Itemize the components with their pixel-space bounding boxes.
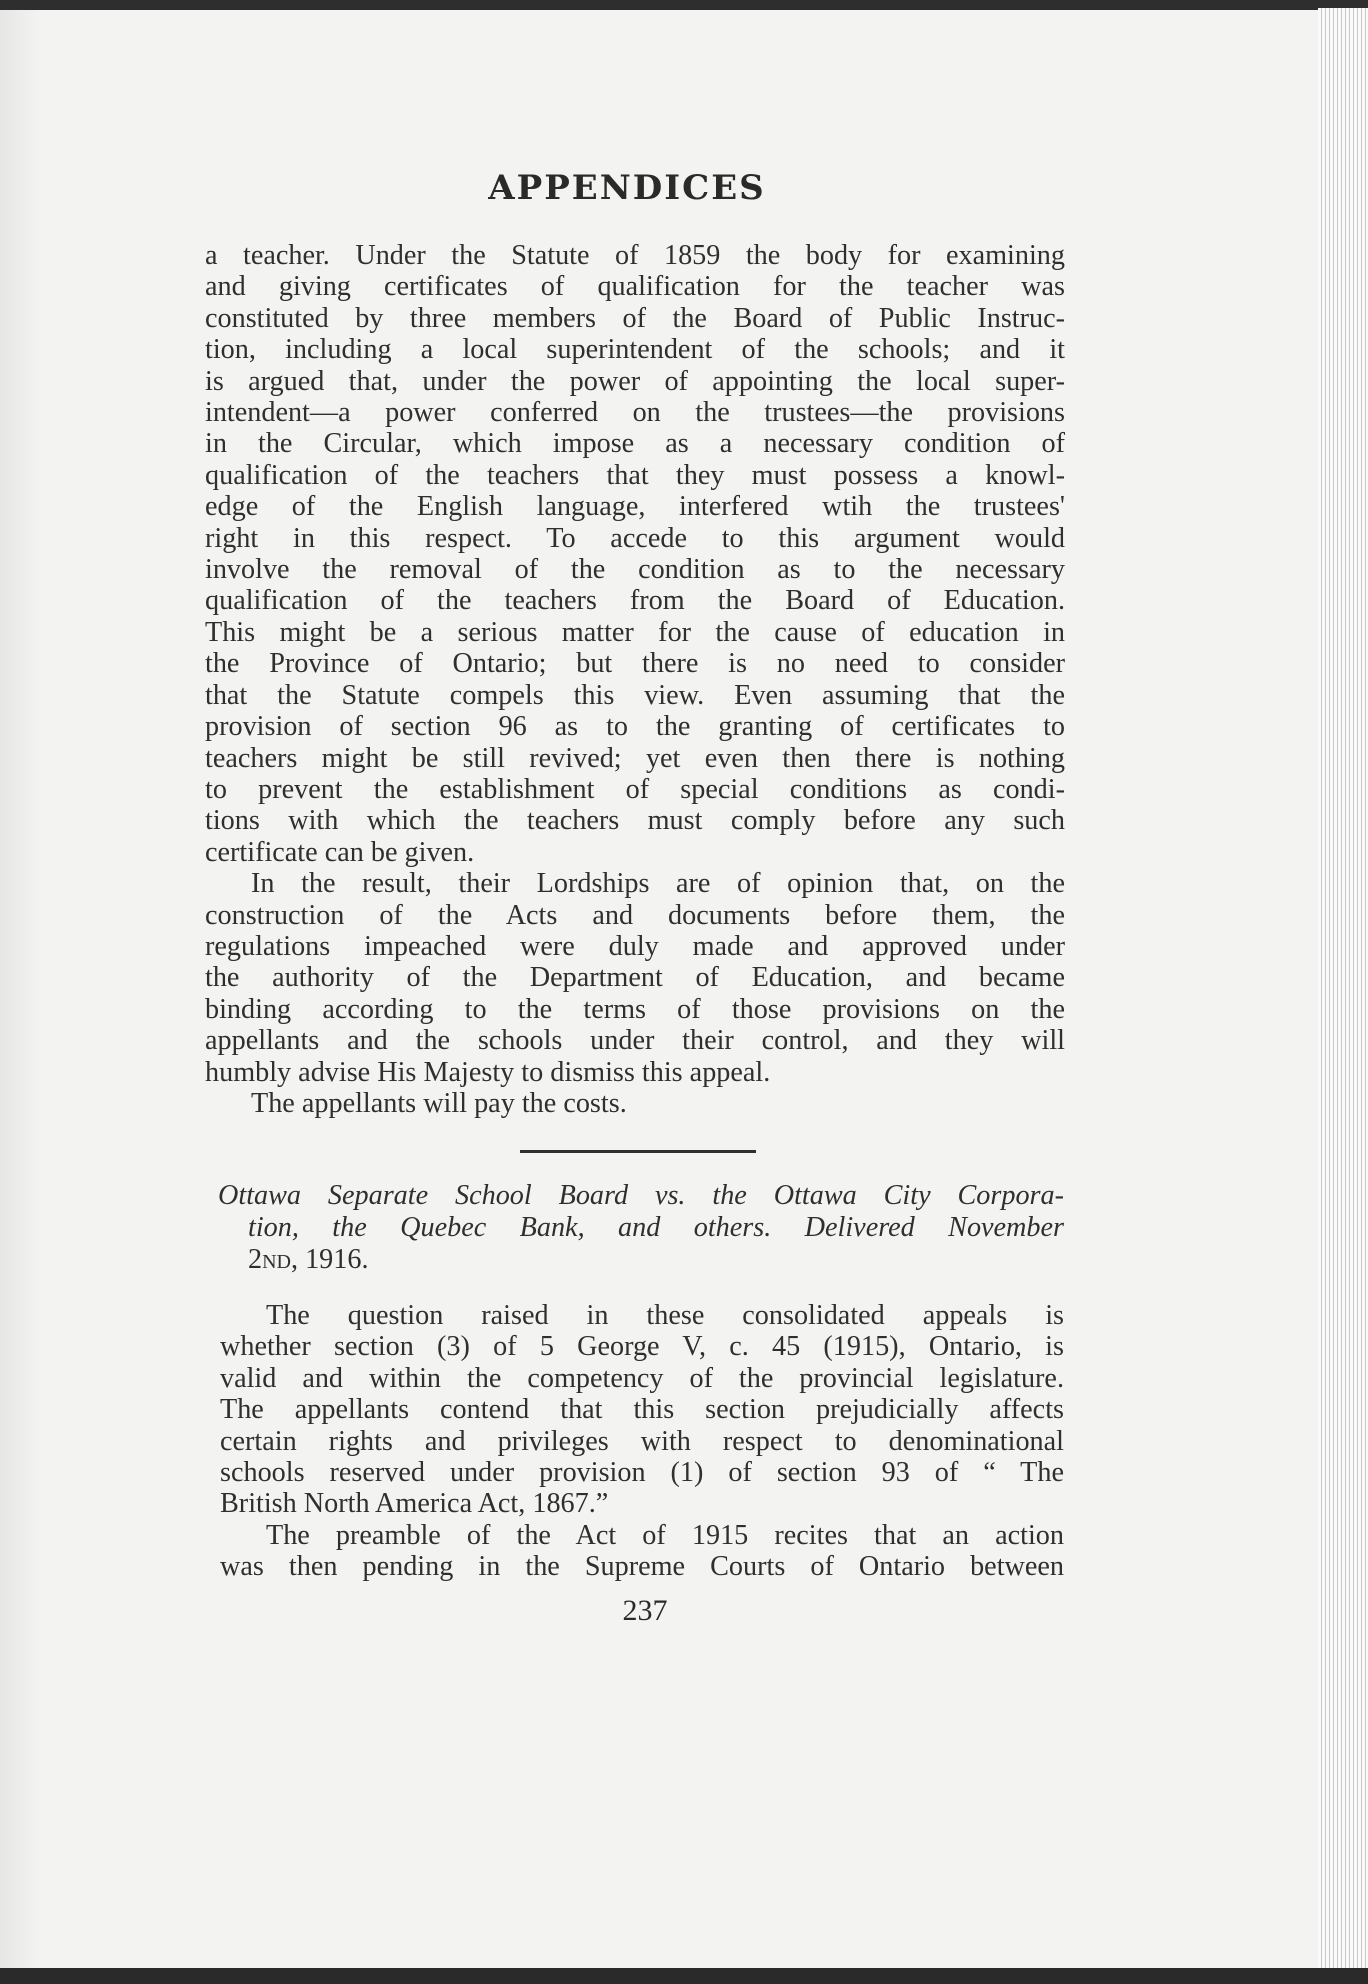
text-line: intendent—a power conferred on the trustees—the provisions — [205, 397, 1065, 429]
text-line: provision of section 96 as to the granting of certificates to — [205, 711, 1065, 743]
text-line: schools reserved under provision (1) of section 93 of “ The — [220, 1457, 1064, 1489]
text-line: teachers might be still revived; yet even then there is nothing — [205, 742, 1065, 774]
case-title-line: tion, the Quebec Bank, and others. Delivered November — [248, 1212, 1064, 1243]
paragraph-continued — [205, 240, 1065, 1119]
case-date-day: 2nd — [248, 1244, 291, 1275]
text-line: In the result, their Lordships are of opinion that, on the — [251, 868, 1065, 900]
text-line: humbly advise His Majesty to dismiss this appeal. — [205, 1056, 771, 1088]
text-line: was then pending in the Supreme Courts of Ontario between — [220, 1551, 1064, 1583]
case-heading — [218, 1180, 1064, 1276]
section-divider — [520, 1150, 756, 1153]
text-line: This might be a serious matter for the cause of education in — [205, 616, 1065, 648]
text-line: The appellants contend that this section prejudicially affects — [220, 1394, 1064, 1426]
text-line: is argued that, under the power of appointing the local super- — [205, 365, 1065, 397]
running-header: APPENDICES — [488, 168, 766, 208]
text-line: appellants and the schools under their control, and they will — [205, 1025, 1065, 1057]
text-line: the Province of Ontario; but there is no need to consider — [205, 648, 1065, 680]
text-line: and giving certificates of qualification for the teacher was — [205, 271, 1065, 303]
text-line: certain rights and privileges with respect to denominational — [220, 1425, 1064, 1457]
page-fore-edges — [1318, 8, 1368, 1970]
text-line: tions with which the teachers must comply before any such — [205, 805, 1065, 837]
text-line: qualification of the teachers that they must possess a knowl- — [205, 459, 1065, 491]
text-line: construction of the Acts and documents before them, the — [205, 899, 1065, 931]
text-line: to prevent the establishment of special conditions as condi- — [205, 773, 1065, 805]
text-line: qualification of the teachers from the Board of Education. — [205, 585, 1065, 617]
text-line: The preamble of the Act of 1915 recites that an action — [266, 1519, 1064, 1551]
book-bottom-edge — [0, 1968, 1368, 1984]
paragraph-question — [220, 1300, 1064, 1583]
text-line: a teacher. Under the Statute of 1859 the body for examining — [205, 240, 1065, 271]
text-line: that the Statute compels this view. Even assuming that the — [205, 679, 1065, 711]
case-title-line: Ottawa Separate School Board vs. the Ottawa City Corpora- — [218, 1180, 1064, 1211]
case-date-year: , 1916. — [290, 1244, 369, 1275]
text-line: The appellants will pay the costs. — [251, 1087, 627, 1119]
case-date-line — [218, 1244, 1064, 1276]
text-line: the authority of the Department of Education, and became — [205, 962, 1065, 994]
text-line: The question raised in these consolidated appeals is — [266, 1300, 1064, 1331]
text-line: binding according to the terms of those provisions on the — [205, 993, 1065, 1025]
text-line: regulations impeached were duly made and approved under — [205, 930, 1065, 962]
page-gutter-shadow — [0, 10, 40, 1970]
text-line: involve the removal of the condition as to the necessary — [205, 554, 1065, 586]
text-line: whether section (3) of 5 George V, c. 45 (1915), Ontario, is — [220, 1331, 1064, 1363]
text-line: in the Circular, which impose as a necessary condition of — [205, 428, 1065, 460]
text-line: right in this respect. To accede to this argument would — [205, 522, 1065, 554]
text-line: tion, including a local superintendent of the schools; and it — [205, 334, 1065, 366]
text-line: British North America Act, 1867.” — [220, 1488, 609, 1520]
text-line: edge of the English language, interfered wtih the trustees' — [205, 491, 1065, 523]
page-number: 237 — [622, 1594, 668, 1627]
text-line: constituted by three members of the Board of Public Instruc- — [205, 302, 1065, 334]
text-line: valid and within the competency of the provincial legislature. — [220, 1362, 1064, 1394]
text-line: certificate can be given. — [205, 836, 475, 868]
